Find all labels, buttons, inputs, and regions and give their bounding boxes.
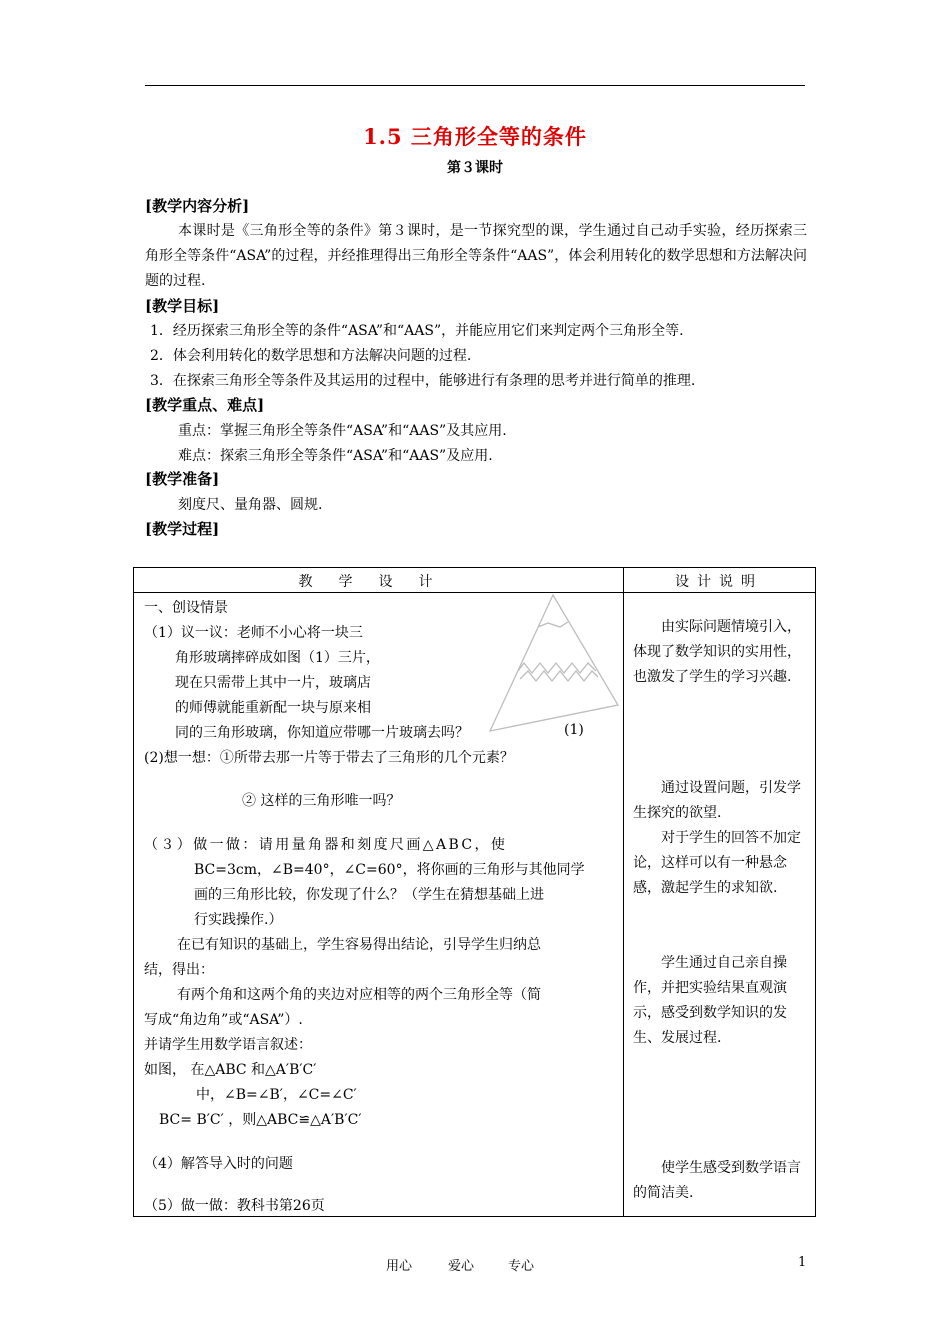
left-line-12: 行实践操作.） [194,912,283,928]
left-line-13: 在已有知识的基础上，学生容易得出结论，引导学生归纳总 [177,937,541,953]
left-line-3: 角形玻璃摔碎成如图（1）三片， [175,650,380,666]
figure-label: (1) [564,722,584,738]
left-line-19: 中，∠B=∠B′，∠C=∠C′ [196,1087,357,1103]
left-line-18: 如图， 在△ABC 和△A′B′C′ [144,1062,317,1078]
page-title: 1.5 三角形全等的条件 [363,124,587,149]
left-line-2: （1）议一议：老师不小心将一块三 [144,625,363,641]
left-line-9: （３）做一做：请用量角器和刻度尺画△ABC，使 [144,837,508,853]
note-4: 学生通过自己亲自操作，并把实验结果直观演示，感受到数学知识的发生、发展过程. [633,955,787,1046]
left-line-10: BC=3cm，∠B=40°，∠C=60°，将你画的三角形与其他同学 [194,862,585,878]
broken-glass-triangle-figure [486,593,621,738]
table-header-divider [134,592,815,593]
left-line-22: （5）做一做：教科书第26页 [144,1198,325,1214]
goal-item-3: 3．在探索三角形全等条件及其运用的过程中，能够进行有条理的思考并进行简单的推理. [150,373,696,389]
table-column-divider [623,568,624,1216]
left-line-1: 一、创设情景 [144,600,228,616]
keypoints-heading: [教学重点、难点] [145,396,265,414]
note-5: 使学生感受到数学语言的简洁美. [633,1160,801,1201]
note-3: 对于学生的回答不加定论，这样可以有一种悬念感，激起学生的求知欲. [633,830,801,896]
prep-text: 刻度尺、量角器、圆规. [178,497,323,513]
process-heading: [教学过程] [145,520,220,538]
page-number: 1 [798,1255,807,1270]
note-2: 通过设置问题，引发学生探究的欲望. [633,780,801,821]
teaching-process-table [133,567,816,1217]
goal-item-2: 2．体会利用转化的数学思想和方法解决问题的过程. [150,348,472,364]
left-line-21: （4）解答导入时的问题 [144,1156,293,1172]
goal-item-1: 1．经历探索三角形全等的条件“ASA”和“AAS”，并能应用它们来判定两个三角形全等. [150,323,684,339]
top-rule [145,85,805,86]
prep-heading: [教学准备] [145,470,220,488]
table-header-notes: 设计说明 [675,574,763,590]
left-line-8: ② 这样的三角形唯一吗？ [242,793,401,809]
page-subtitle: 第３课时 [447,160,503,176]
left-line-14: 结，得出： [144,962,214,978]
footer-aixin: 爱心 [448,1259,475,1274]
left-line-17: 并请学生用数学语言叙述： [144,1037,312,1053]
left-line-5: 的师傅就能重新配一块与原来相 [175,700,371,716]
left-line-15: 有两个角和这两个角的夹边对应相等的两个三角形全等（简 [177,987,541,1003]
left-line-4: 现在只需带上其中一片，玻璃店 [175,675,371,691]
footer-yongxin: 用心 [386,1259,413,1274]
left-line-7: (2)想一想：①所带去那一片等于带去了三角形的几个元素？ [144,750,514,766]
left-line-11: 画的三角形比较，你发现了什么？（学生在猜想基础上进 [194,887,544,903]
analysis-heading: [教学内容分析] [145,197,250,215]
table-header-design: 教学设计 [298,574,459,590]
analysis-text: 本课时是《三角形全等的条件》第３课时，是一节探究型的课，学生通过自己动手实验，经历探索三角形全等条件“ASA”的过程，并经推理得出三角形全等条件“AAS”，体会利用转化的数学思想和方法解决问题的过程. [145,223,807,289]
difficulty-text: 难点：探索三角形全等条件“ASA”和“AAS”及应用. [178,448,493,464]
note-1: 由实际问题情境引入，体现了数学知识的实用性，也激发了学生的学习兴趣. [633,619,801,685]
left-line-6: 同的三角形玻璃，你知道应带哪一片玻璃去吗？ [175,725,469,741]
footer-zhuanxin: 专心 [508,1259,535,1274]
left-line-20: BC= B′C′ ，则△ABC≌△A′B′C′ [159,1112,362,1128]
left-line-16: 写成“角边角”或“ASA”）. [144,1012,303,1028]
keypoint-text: 重点：掌握三角形全等条件“ASA”和“AAS”及其应用. [178,423,507,439]
goals-heading: [教学目标] [145,297,220,315]
